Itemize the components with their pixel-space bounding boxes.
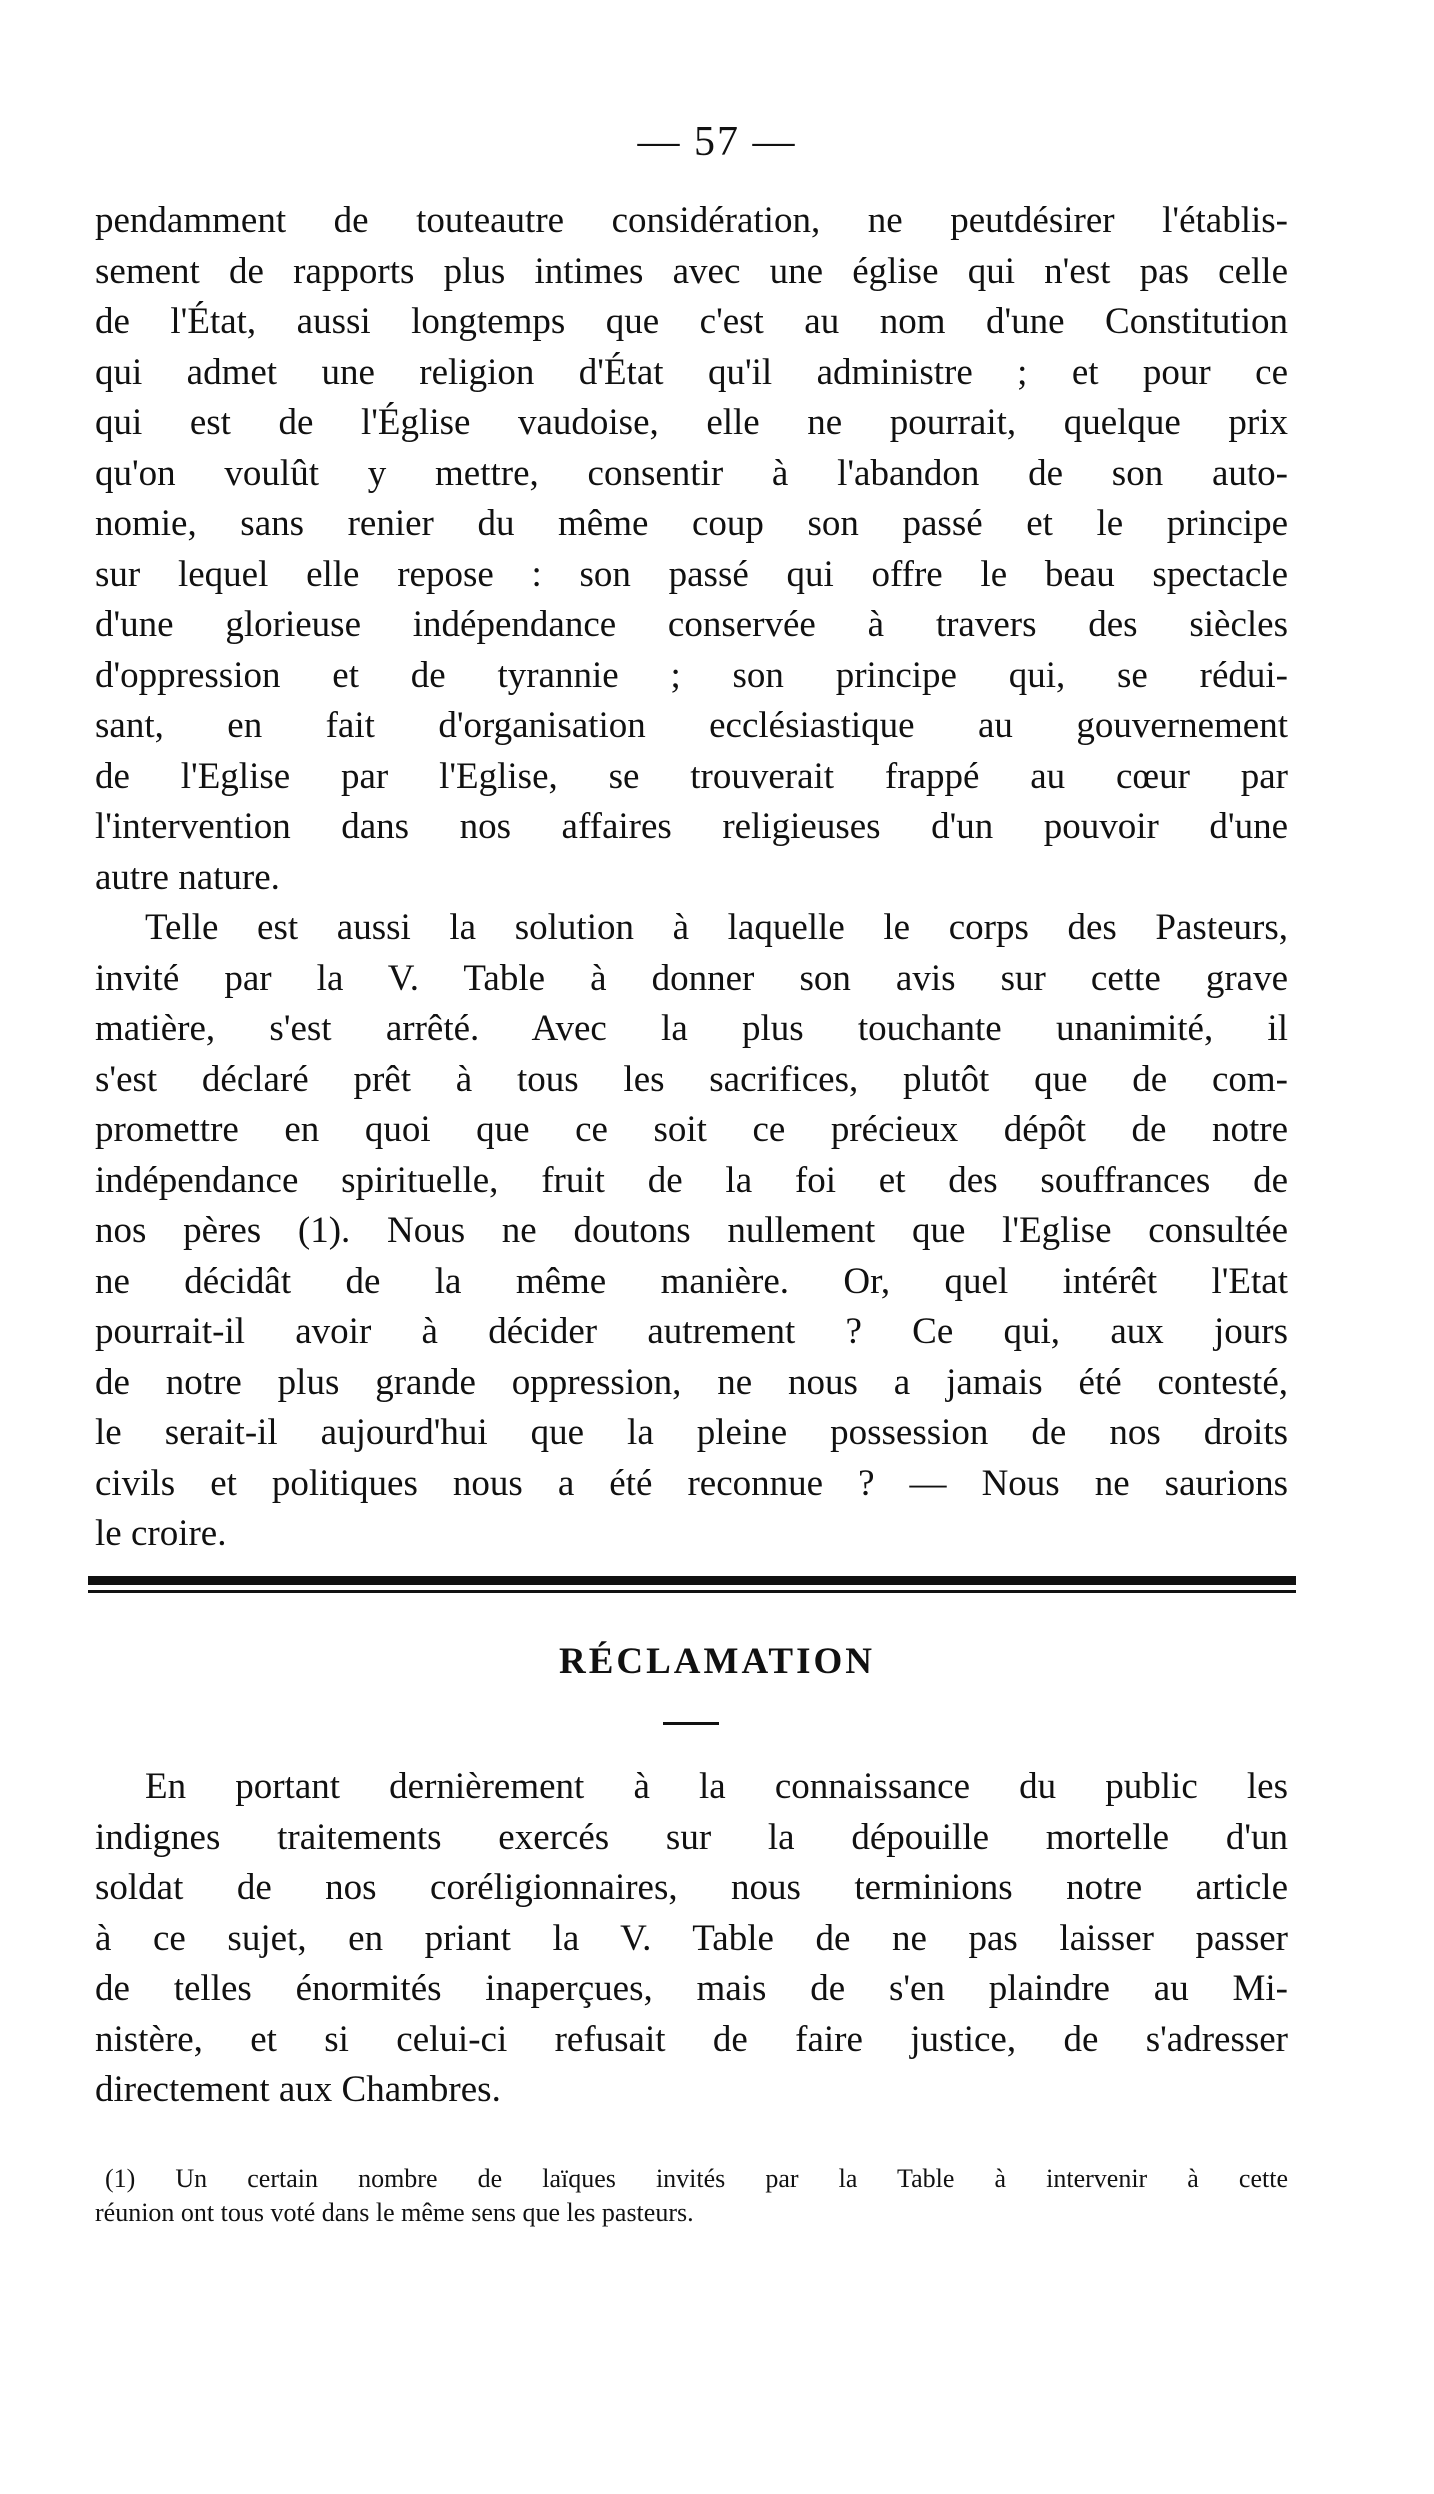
text-line: le croire. — [95, 1513, 227, 1554]
text-line: le serait-il aujourd'hui que la pleine possession de nos droits — [95, 1412, 1288, 1453]
text-line: sur lequel elle repose : son passé qui offre le beau spectacle — [95, 553, 1288, 595]
section-heading: RÉCLAMATION — [559, 1641, 875, 1682]
text-line: civils et politiques nous a été reconnue ? — Nous ne saurions — [95, 1462, 1288, 1504]
footnote-line: réunion ont tous voté dans le même sens que les pasteurs. — [95, 2198, 694, 2227]
text-line: promettre en quoi que ce soit ce précieux dépôt de notre — [95, 1109, 1288, 1150]
text-line: sant, en fait d'organisation ecclésiastique au gouvernement — [95, 705, 1288, 746]
text-line: indignes traitements exercés sur la dépouille mortelle d'un — [95, 1816, 1288, 1858]
text-line: ne décidât de la même manière. Or, quel intérêt l'Etat — [95, 1260, 1288, 1302]
section-divider-thick — [88, 1576, 1296, 1585]
text-line: autre nature. — [95, 856, 280, 898]
section-paragraph — [95, 1762, 1288, 2116]
text-line: l'intervention dans nos affaires religieuses d'un pouvoir d'une — [95, 806, 1288, 847]
text-line: pendamment de touteautre considération, ne peutdésirer l'établis- — [95, 200, 1288, 241]
text-line: directement aux Chambres. — [95, 2069, 501, 2110]
text-line: soldat de nos coréligionnaires, nous terminions notre article — [95, 1867, 1288, 1908]
text-line: d'oppression et de tyrannie ; son principe qui, se rédui- — [95, 654, 1288, 696]
text-line: nistère, et si celui-ci refusait de faire justice, de s'adresser — [95, 2018, 1288, 2060]
text-line: qui est de l'Église vaudoise, elle ne pourrait, quelque prix — [95, 402, 1288, 443]
text-line: En portant dernièrement à la connaissance du public les — [145, 1766, 1288, 1807]
text-line: de notre plus grande oppression, ne nous a jamais été contesté, — [95, 1361, 1288, 1403]
footnote-line: (1) Un certain nombre de laïques invités par la Table à intervenir à cette — [105, 2164, 1288, 2193]
text-line: à ce sujet, en priant la V. Table de ne pas laisser passer — [95, 1917, 1288, 1959]
text-line: invité par la V. Table à donner son avis sur cette grave — [95, 957, 1288, 999]
text-line: pourrait-il avoir à décider autrement ? Ce qui, aux jours — [95, 1311, 1288, 1352]
text-line: sement de rapports plus intimes avec une église qui n'est pas celle — [95, 250, 1288, 292]
text-line: de telles énormités inaperçues, mais de s'en plaindre au Mi- — [95, 1968, 1288, 2009]
text-line: Telle est aussi la solution à laquelle le corps des Pasteurs, — [145, 907, 1288, 948]
text-line: indépendance spirituelle, fruit de la foi et des souffrances de — [95, 1159, 1288, 1201]
footnote — [95, 2162, 1288, 2230]
heading-underline — [663, 1722, 719, 1725]
main-paragraphs — [95, 196, 1288, 1560]
text-line: qui admet une religion d'État qu'il administre ; et pour ce — [95, 351, 1288, 393]
text-line: qu'on voulût y mettre, consentir à l'abandon de son auto- — [95, 452, 1288, 494]
text-line: d'une glorieuse indépendance conservée à travers des siècles — [95, 604, 1288, 645]
text-line: de l'Eglise par l'Eglise, se trouverait frappé au cœur par — [95, 755, 1288, 797]
text-line: matière, s'est arrêté. Avec la plus touchante unanimité, il — [95, 1008, 1288, 1049]
text-line: de l'État, aussi longtemps que c'est au nom d'une Constitution — [95, 301, 1288, 342]
page-number: — 57 — — [637, 119, 797, 165]
section-divider-thin — [88, 1590, 1296, 1593]
text-line: s'est déclaré prêt à tous les sacrifices, plutôt que de com- — [95, 1058, 1288, 1100]
text-line: nos pères (1). Nous ne doutons nullement que l'Eglise consultée — [95, 1210, 1288, 1251]
text-line: nomie, sans renier du même coup son passé et le principe — [95, 503, 1288, 544]
